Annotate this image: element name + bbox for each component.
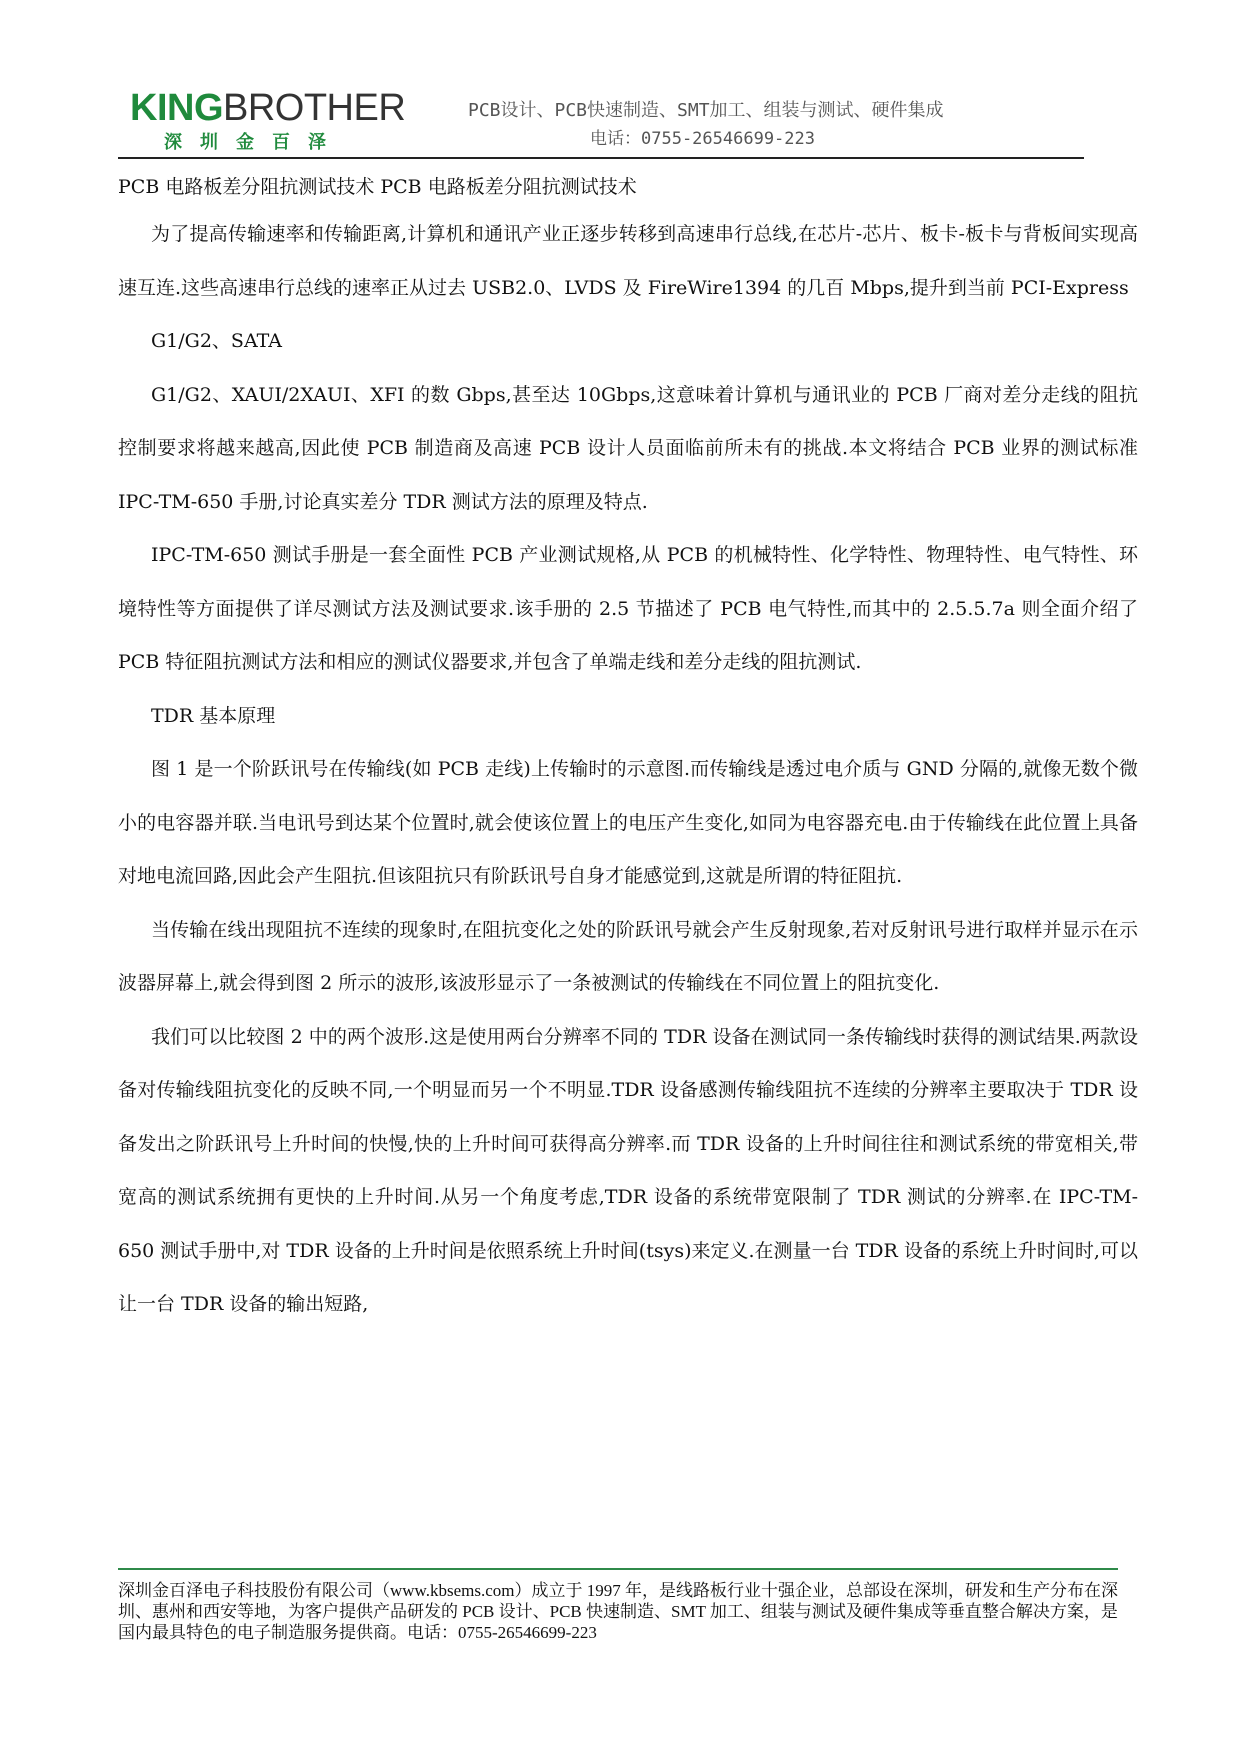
header-phone: 电话：0755-26546699-223 [590, 129, 815, 149]
section-heading: TDR 基本原理 [151, 704, 276, 727]
logo-brother: BROTHER [223, 87, 406, 129]
paragraph: 当传输在线出现阻抗不连续的现象时,在阻抗变化之处的阶跃讯号就会产生反射现象,若对反射讯号进行取样并显示在示波器屏幕上,就会得到图 2 所示的波形,该波形显示了一条被测试的传输线在不同位置上的阻抗变化. [118, 918, 1138, 994]
logo-wordmark [130, 86, 406, 130]
logo-king: KING [130, 87, 223, 129]
paragraph: G1/G2、XAUI/2XAUI、XFI 的数 Gbps,甚至达 10Gbps,这意味着计算机与通讯业的 PCB 厂商对差分走线的阻抗控制要求将越来越高,因此使 PCB 制造商及高速 PCB 设计人员面临前所未有的挑战.本文将结合 PCB 业界的测试标准 IPC-TM-650 手册,讨论真实差分 TDR 测试方法的原理及特点. [118, 383, 1138, 513]
paragraph: G1/G2、SATA [151, 330, 282, 352]
paragraph: IPC-TM-650 测试手册是一套全面性 PCB 产业测试规格,从 PCB 的机械特性、化学特性、物理特性、电气特性、环境特性等方面提供了详尽测试方法及测试要求.该手册的 2.5 节描述了 PCB 电气特性,而其中的 2.5.5.7a 则全面介绍了 PCB 特征阻抗测试方法和相应的测试仪器要求,并包含了单端走线和差分走线的阻抗测试. [118, 544, 1138, 673]
document-title: PCB 电路板差分阻抗测试技术 PCB 电路板差分阻抗测试技术 [118, 176, 637, 198]
logo-chinese-name: 深圳金百泽 [164, 132, 344, 153]
kingbrother-logo [130, 86, 406, 154]
document-body [118, 166, 1138, 1332]
footer-divider [118, 1568, 1118, 1570]
paragraph: 图 1 是一个阶跃讯号在传输线(如 PCB 走线)上传输时的示意图.而传输线是透过电介质与 GND 分隔的,就像无数个微小的电容器并联.当电讯号到达某个位置时,就会使该位置上的电压产生变化,如同为电容器充电.由于传输线在此位置上具备对地电流回路,因此会产生阻抗.但该阻抗只有阶跃讯号自身才能感觉到,这就是所谓的特征阻抗. [118, 758, 1138, 887]
company-footer: 深圳金百泽电子科技股份有限公司（www.kbsems.com）成立于 1997 年，是线路板行业十强企业，总部设在深圳，研发和生产分布在深圳、惠州和西安等地，为客户提供产品研发的 PCB 设计、PCB 快速制造、SMT 加工、组装与测试及硬件集成等垂直整合解决方案，是国内最具特色的电子制造服务提供商。电话：0755-26546699-223 [118, 1581, 1118, 1642]
page-header [0, 0, 1241, 160]
paragraph: 为了提高传输速率和传输距离,计算机和通讯产业正逐步转移到高速串行总线,在芯片-芯片、板卡-板卡与背板间实现高速互连.这些高速串行总线的速率正从过去 USB2.0、LVDS 及 FireWire1394 的几百 Mbps,提升到当前 PCI-Express [118, 223, 1138, 299]
header-tagline: PCB设计、PCB快速制造、SMT加工、组装与测试、硬件集成 [468, 100, 944, 121]
paragraph: 我们可以比较图 2 中的两个波形.这是使用两台分辨率不同的 TDR 设备在测试同一条传输线时获得的测试结果.两款设备对传输线阻抗变化的反映不同,一个明显而另一个不明显.TDR 设备感测传输线阻抗不连续的分辨率主要取决于 TDR 设备发出之阶跃讯号上升时间的快慢,快的上升时间可获得高分辨率.而 TDR 设备的上升时间往往和测试系统的带宽相关,带宽高的测试系统拥有更快的上升时间.从另一个角度考虑,TDR 设备的系统带宽限制了 TDR 测试的分辨率.在 IPC-TM-650 测试手册中,对 TDR 设备的上升时间是依照系统上升时间(tsys)来定义.在测量一台 TDR 设备的系统上升时间时,可以让一台 TDR 设备的输出短路, [118, 1025, 1138, 1315]
header-divider [118, 157, 1084, 159]
